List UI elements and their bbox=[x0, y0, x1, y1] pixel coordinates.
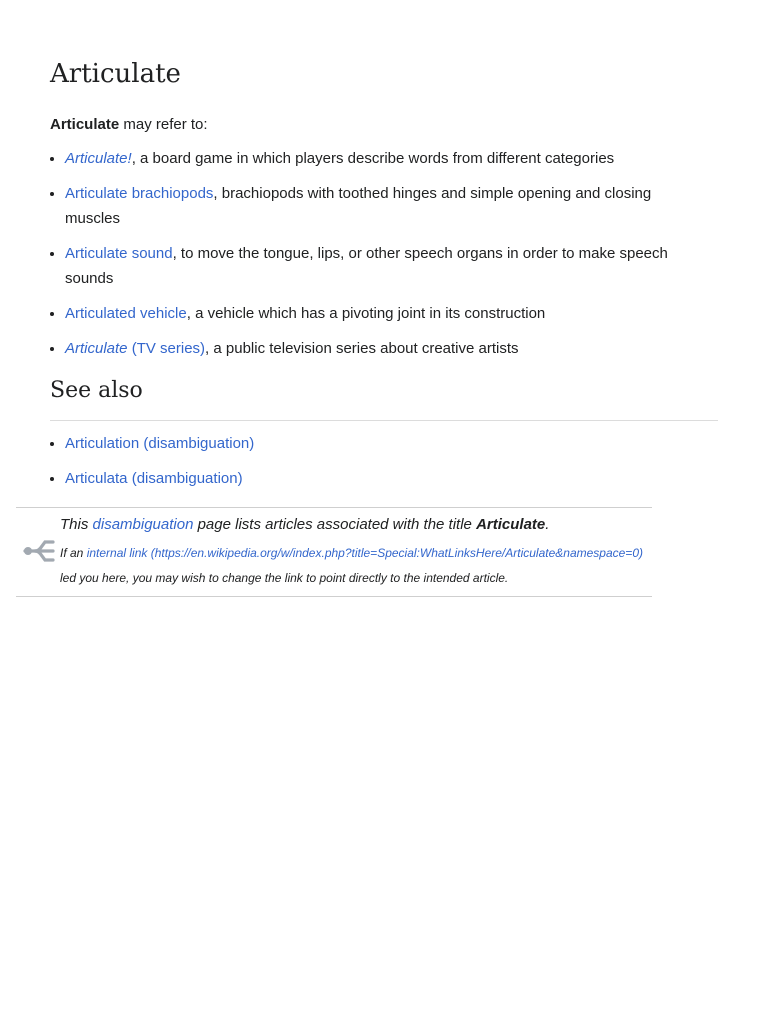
item-description: , a board game in which players describe words from different categories bbox=[131, 150, 615, 167]
link-articulate-sound[interactable]: Articulate sound bbox=[65, 245, 173, 262]
list-item bbox=[50, 336, 690, 361]
internal-link-url: (https://en.wikipedia.org/w/index.php?title=Special:WhatLinksHere/Articulate&namespace=0) bbox=[147, 546, 643, 560]
note-rest: led you here, you may wish to change the link to point directly to the intended article. bbox=[60, 571, 509, 585]
link-articulate-brachiopods[interactable]: Articulate brachiopods bbox=[65, 185, 214, 202]
see-also-list bbox=[50, 431, 690, 501]
note-prefix: If an bbox=[60, 546, 87, 560]
intro-text bbox=[50, 114, 208, 136]
disambiguation-link[interactable]: disambiguation bbox=[92, 516, 194, 533]
internal-link[interactable] bbox=[87, 546, 643, 560]
notice-prefix: This bbox=[60, 516, 93, 533]
see-also-heading: See also bbox=[50, 378, 143, 403]
notice-middle: page lists articles associated with the title bbox=[193, 516, 477, 533]
disambiguation-icon bbox=[23, 538, 55, 562]
link-suffix: (TV series) bbox=[127, 340, 206, 357]
item-description: , to move the tongue, lips, or other speech organs in order to make speech sounds bbox=[65, 245, 668, 287]
item-description: , a public television series about creative artists bbox=[205, 340, 519, 357]
link-articulata-disambiguation[interactable]: Articulata (disambiguation) bbox=[65, 470, 243, 487]
item-description: , brachiopods with toothed hinges and simple opening and closing muscles bbox=[65, 185, 652, 227]
meanings-list bbox=[50, 146, 690, 371]
list-item bbox=[50, 181, 690, 231]
link-articulate-tv-series[interactable] bbox=[65, 340, 205, 357]
page-title: Articulate bbox=[50, 59, 181, 89]
link-articulation-disambiguation[interactable]: Articulation (disambiguation) bbox=[65, 435, 255, 452]
disambiguation-note bbox=[60, 541, 648, 591]
link-articulate-game[interactable]: Articulate! bbox=[65, 150, 132, 167]
list-item bbox=[50, 301, 690, 326]
list-item bbox=[50, 431, 690, 456]
link-articulated-vehicle[interactable]: Articulated vehicle bbox=[65, 305, 187, 322]
list-item bbox=[50, 146, 690, 171]
intro-rest: may refer to: bbox=[119, 116, 208, 133]
list-item bbox=[50, 241, 690, 291]
heading-divider bbox=[50, 420, 718, 421]
notice-end: . bbox=[545, 516, 550, 533]
disambiguation-notice bbox=[60, 514, 549, 536]
intro-term: Articulate bbox=[50, 116, 120, 133]
notice-title: Articulate bbox=[476, 516, 546, 533]
internal-link-label: internal link bbox=[86, 546, 148, 560]
disambiguation-box bbox=[16, 507, 652, 597]
list-item bbox=[50, 466, 690, 491]
link-italic-part: Articulate bbox=[65, 340, 128, 357]
item-description: , a vehicle which has a pivoting joint in its construction bbox=[186, 305, 546, 322]
